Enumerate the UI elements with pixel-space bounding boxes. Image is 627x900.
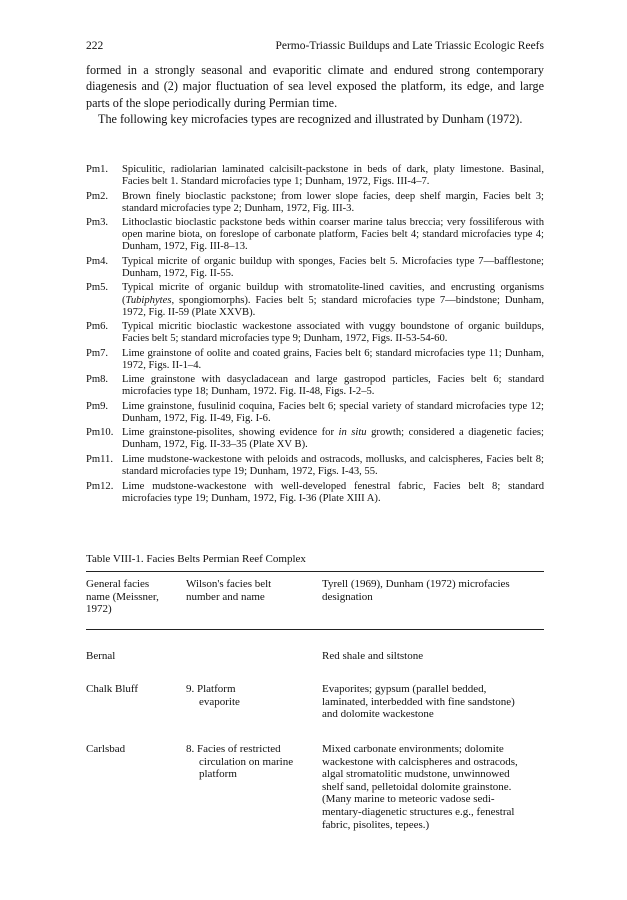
- microfacies-item: [86, 348, 544, 372]
- microfacies-item: [86, 481, 544, 505]
- microfacies-item: [86, 454, 544, 478]
- microfacies-item: [86, 164, 544, 188]
- table-top-rule: [86, 571, 544, 572]
- microfacies-description: Lithoclastic bioclastic packstone beds within coarser marine talus breccia; very fossiliferous with open marine biota, on foreslope of carbonate platform, Facies belt 4; standard microfacies type 4; Dunham, 1972, Fig. III-8–13.: [122, 217, 544, 253]
- taxon-name: Tubiphytes: [125, 294, 172, 306]
- microfacies-description: Lime grainstone with dasycladacean and large gastropod particles, Facies belt 6; standard microfacies type 18; Dunham, 1972. Fig. II-48, Figs. I-2–5.: [122, 374, 544, 398]
- microfacies-code: Pm8.: [86, 374, 109, 386]
- microfacies-description: Lime mudstone-wackestone with well-developed fenestral fabric, Facies belt 8; standard microfacies type 19; Dunham, 1972, Fig. I-36 (Plate XIII A).: [122, 480, 544, 504]
- microfacies-item: [86, 401, 544, 425]
- microfacies-description: Brown finely bioclastic packstone; from lower slope facies, deep shelf margin, Facies belt 3; standard microfacies type 2; Dunham, 1972, Fig. III-3.: [122, 190, 544, 214]
- microfacies-item: [86, 427, 544, 451]
- microfacies-item: [86, 217, 544, 253]
- cell-facies-belt: 8. Facies of restricted circulation on marine platform: [186, 743, 294, 781]
- microfacies-item: [86, 374, 544, 398]
- microfacies-code: Pm10.: [86, 427, 114, 439]
- cell-facies-belt: 9. Platform evaporite: [186, 683, 240, 708]
- cell-facies-name: Carlsbad: [86, 743, 126, 755]
- microfacies-code: Pm9.: [86, 400, 109, 412]
- table-header-rule: [86, 629, 544, 630]
- intro-text: [86, 62, 544, 127]
- microfacies-description: Typical micrite of organic buildup with stromatolite-lined cavities, and encrusting organisms (Tubiphytes, spongiomorphs). Facies belt 5; standard microfacies type 7—bindstone; Dunham, 1972, Fig. II-59 (Plate XXVB).: [122, 282, 544, 318]
- microfacies-code: Pm4.: [86, 255, 109, 267]
- microfacies-code: Pm3.: [86, 217, 109, 229]
- microfacies-item: [86, 321, 544, 345]
- cell-description: Evaporites; gypsum (parallel bedded, laminated, interbedded with fine sandstone) and dolomite wackestone: [322, 683, 515, 721]
- table-caption: Table VIII-1. Facies Belts Permian Reef Complex: [86, 553, 306, 565]
- italic-term: in situ: [338, 427, 367, 439]
- microfacies-code: Pm7.: [86, 347, 109, 359]
- intro-paragraph-1: formed in a strongly seasonal and evaporitic climate and endured strong contemporary diagenesis and (2) major fluctuation of sea level exposed the platform, its edge, and large parts of the slope periodically during Permian time.: [86, 63, 544, 110]
- cell-facies-name: Bernal: [86, 650, 116, 662]
- running-title: Permo-Triassic Buildups and Late Triassic Ecologic Reefs: [275, 40, 544, 52]
- microfacies-code: Pm12.: [86, 480, 114, 492]
- microfacies-description: Typical micritic bioclastic wackestone associated with vuggy boundstone of organic buildups, Facies belt 5; standard microfacies type 9; Dunham, 1972, Figs. II-53-54-60.: [122, 321, 544, 345]
- microfacies-item: [86, 282, 544, 318]
- microfacies-code: Pm11.: [86, 453, 113, 465]
- microfacies-code: Pm5.: [86, 282, 109, 294]
- microfacies-description: Spiculitic, radiolarian laminated calcisilt-packstone in beds of dark, platy limestone. Basinal, Facies belt 1. Standard microfacies type 1; Dunham, 1972, Figs. III-4–7.: [122, 164, 544, 188]
- microfacies-description: Lime grainstone, fusulinid coquina, Facies belt 6; special variety of standard microfacies type 12; Dunham, 1972, Fig. II-49, Fig. I-6.: [122, 400, 544, 424]
- cell-facies-name: Chalk Bluff: [86, 683, 139, 695]
- intro-paragraph-2: The following key microfacies types are recognized and illustrated by Dunham (1972).: [98, 111, 523, 126]
- header-facies-belt: Wilson's facies belt number and name: [186, 578, 272, 603]
- microfacies-description: Lime grainstone of oolite and coated grains, Facies belt 6; standard microfacies type 11; Dunham, 1972, Figs. II-1–4.: [122, 347, 544, 371]
- cell-description: Mixed carbonate environments; dolomite wackestone with calcispheres and ostracods, algal stromatolitic mudstone, unwinnowed shelf sand, pelletoidal dolomite grainstone. (Many marine to meteoric vadose sedi- mentary-diagenetic structures e.g., fenestral fabric, pisolites, tepees.): [322, 743, 518, 831]
- microfacies-description: Typical micrite of organic buildup with sponges, Facies belt 5. Microfacies type 7—bafflestone; Dunham, 1972, Fig. II-55.: [122, 255, 544, 279]
- microfacies-code: Pm1.: [86, 164, 109, 175]
- microfacies-item: [86, 256, 544, 280]
- header-microfacies: Tyrell (1969), Dunham (1972) microfacies designation: [322, 578, 510, 603]
- header-general-facies: General facies name (Meissner, 1972): [86, 578, 159, 616]
- microfacies-code: Pm6.: [86, 321, 109, 333]
- cell-description: Red shale and siltstone: [322, 650, 424, 662]
- microfacies-list: [86, 164, 544, 507]
- microfacies-description: Lime mudstone-wackestone with peloids and ostracods, mollusks, and calcispheres, Facies belt 8; standard microfacies type 19; Dunham, 1972, Figs. I-43, 55.: [122, 453, 544, 478]
- microfacies-item: [86, 191, 544, 215]
- page-number: 222: [86, 40, 104, 52]
- microfacies-code: Pm2.: [86, 190, 109, 202]
- microfacies-description: Lime grainstone-pisolites, showing evidence for in situ growth; considered a diagenetic facies; Dunham, 1972, Fig. II-33–35 (Plate XV B).: [122, 427, 544, 451]
